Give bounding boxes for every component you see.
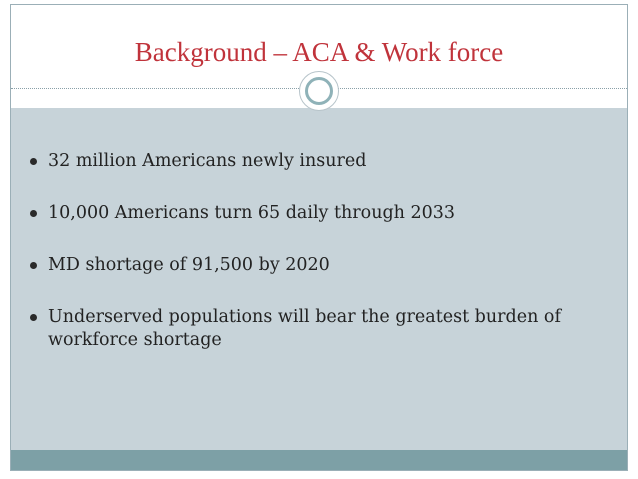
bullet-item xyxy=(28,254,608,277)
bullet-dot-icon xyxy=(30,262,37,269)
bullet-item xyxy=(28,150,608,173)
bullet-text: 10,000 Americans turn 65 daily through 2033 xyxy=(48,203,456,223)
bullet-text: MD shortage of 91,500 by 2020 xyxy=(48,255,330,275)
bullet-text: Underserved populations will bear the greatest burden of workforce shortage xyxy=(48,307,561,350)
bullet-list xyxy=(28,150,608,381)
circle-ornament-inner xyxy=(305,77,333,105)
bullet-dot-icon xyxy=(30,210,37,217)
slide-title: Background – ACA & Work force xyxy=(134,37,504,67)
bullet-item xyxy=(28,202,608,225)
bullet-dot-icon xyxy=(30,158,37,165)
circle-ornament-icon xyxy=(299,71,339,111)
bullet-item xyxy=(28,306,608,352)
bullet-text: 32 million Americans newly insured xyxy=(48,151,367,171)
bullet-dot-icon xyxy=(30,314,37,321)
